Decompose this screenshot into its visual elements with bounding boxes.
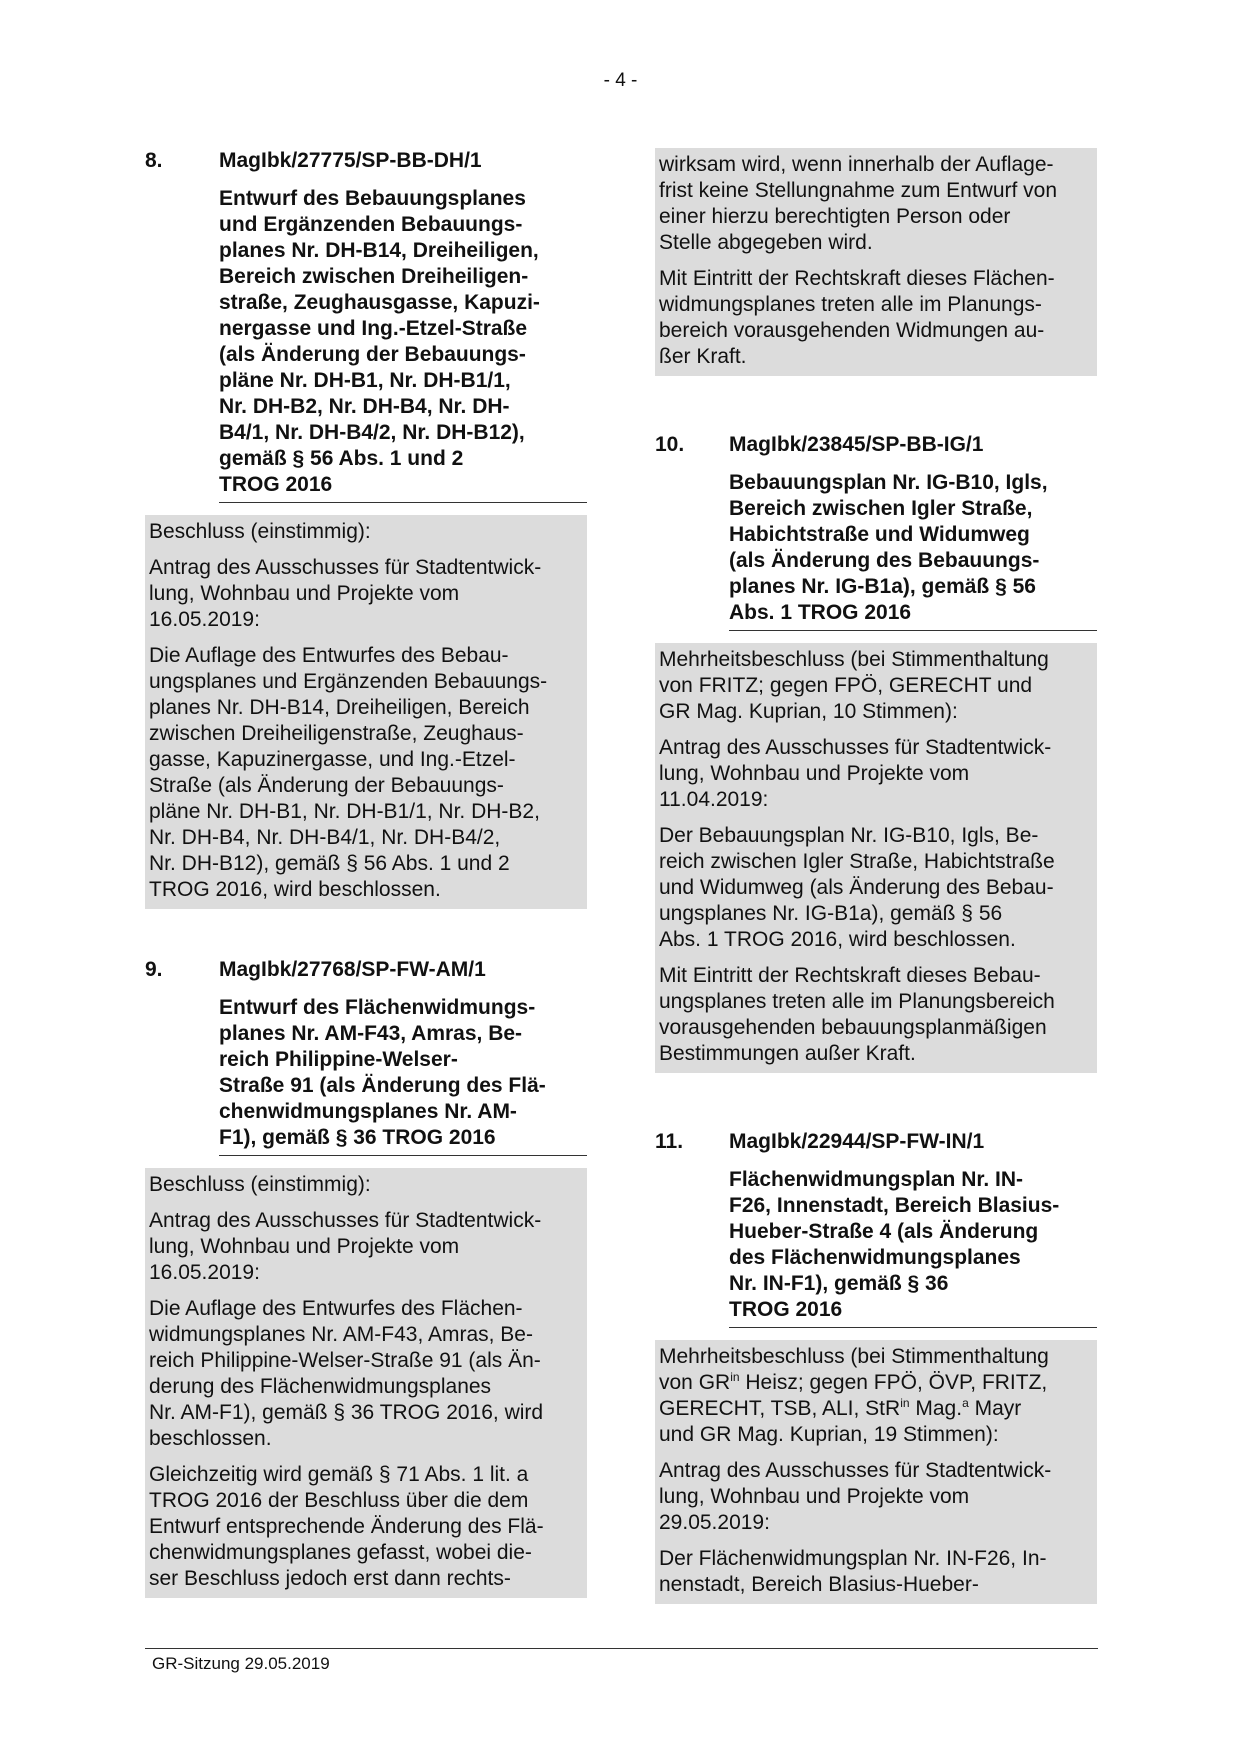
motion-paragraph: Antrag des Ausschusses für Stadtentwick- lung, Wohnbau und Projekte vom 16.05.2019:: [149, 556, 542, 631]
resolution-box: [655, 1340, 1097, 1604]
agenda-item-11: [655, 1129, 1097, 1604]
resolution-type: Beschluss (einstimmig):: [149, 1173, 371, 1196]
legal-effect-paragraph: Mit Eintritt der Rechtskraft dieses Flächen- widmungsplanes treten alle im Planungs- bereich vorausgehenden Widmungen au- ßer Kraft.: [659, 267, 1055, 368]
item-title: Flächenwidmungsplan Nr. IN- F26, Innenstadt, Bereich Blasius- Hueber-Straße 4 (als Änderung des Flächenwidmungsplanes Nr. IN-F1), gemäß § 36 TROG 2016: [729, 1167, 1097, 1328]
decision-paragraph: Der Bebauungsplan Nr. IG-B10, Igls, Be- reich zwischen Igler Straße, Habichtstraße und Widumweg (als Änderung des Bebau- ungsplanes Nr. IG-B1a), gemäß § 56 Abs. 1 TROG 2016, wird beschlossen.: [659, 824, 1055, 951]
decision-paragraph: Die Auflage des Entwurfes des Bebau- ungsplanes und Ergänzenden Bebauungs- planes Nr. DH-B14, Dreiheiligen, Bereich zwischen Dreiheiligenstraße, Zeughaus- gasse, Kapuzinergasse, und Ing.-Etzel- Straße (als Änderung der Bebauungs- pläne Nr. DH-B1, Nr. DH-B1/1, Nr. DH-B2, Nr. DH-B4, Nr. DH-B4/1, Nr. DH-B4/2, Nr. DH-B12), gemäß § 56 Abs. 1 und 2 TROG 2016, wird beschlossen.: [149, 644, 548, 901]
agenda-item-9: [145, 957, 587, 1598]
resolution-box: [655, 148, 1097, 376]
item-number: 8.: [145, 149, 163, 172]
left-column: [145, 148, 587, 1646]
footer: GR-Sitzung 29.05.2019: [152, 1654, 330, 1673]
item-reference: MagIbk/27775/SP-BB-DH/1: [219, 149, 482, 172]
resolution-box: [145, 1168, 587, 1598]
item-reference: MagIbk/22944/SP-FW-IN/1: [729, 1130, 985, 1153]
item-reference: MagIbk/23845/SP-BB-IG/1: [729, 433, 984, 456]
continued-paragraph: wirksam wird, wenn innerhalb der Auflage- frist keine Stellungnahme zum Entwurf von einer hierzu berechtigten Person oder Stelle abgegeben wird.: [659, 153, 1058, 254]
item-title: Bebauungsplan Nr. IG-B10, Igls, Bereich zwischen Igler Straße, Habichtstraße und Widumweg (als Änderung des Bebauungs- planes Nr. IG-B1a), gemäß § 56 Abs. 1 TROG 2016: [729, 470, 1097, 631]
agenda-item-9-continuation: [655, 148, 1097, 376]
decision-paragraph: Die Auflage des Entwurfes des Flächen- widmungsplanes Nr. AM-F43, Amras, Be- reich Philippine-Welser-Straße 91 (als Än- derung des Flächenwidmungsplanes Nr. AM-F1), gemäß § 36 TROG 2016, wird beschlossen.: [149, 1297, 544, 1450]
decision-paragraph: Der Flächenwidmungsplan Nr. IN-F26, In- nenstadt, Bereich Blasius-Hueber-: [659, 1547, 1047, 1596]
simultaneous-decision-paragraph: Gleichzeitig wird gemäß § 71 Abs. 1 lit. a TROG 2016 der Beschluss über die dem Entwurf entsprechende Änderung des Flä- chenwidmungsplanes gefasst, wobei die- ser Beschluss jedoch erst dann rechts-: [149, 1463, 544, 1590]
motion-paragraph: Antrag des Ausschusses für Stadtentwick- lung, Wohnbau und Projekte vom 16.05.2019:: [149, 1209, 542, 1284]
item-number: 9.: [145, 958, 163, 981]
resolution-type: Beschluss (einstimmig):: [149, 520, 371, 543]
item-title: Entwurf des Flächenwidmungs- planes Nr. AM-F43, Amras, Be- reich Philippine-Welser- Straße 91 (als Änderung des Flä- chenwidmungsplanes Nr. AM- F1), gemäß § 36 TROG 2016: [219, 995, 587, 1156]
page-number: - 4 -: [603, 70, 638, 91]
right-column: [655, 148, 1097, 1652]
item-number: 10.: [655, 433, 685, 456]
resolution-box: [655, 643, 1097, 1073]
footer-divider: [145, 1648, 1098, 1649]
item-title: Entwurf des Bebauungsplanes und Ergänzenden Bebauungs- planes Nr. DH-B14, Dreiheiligen, Bereich zwischen Dreiheiligen- straße, Zeughausgasse, Kapuzi- nergasse und Ing.-Etzel-Straße (als Änderung der Bebauungs- pläne Nr. DH-B1, Nr. DH-B1/1, Nr. DH-B2, Nr. DH-B4, Nr. DH- B4/1, Nr. DH-B4/2, Nr. DH-B12), gemäß § 56 Abs. 1 und 2 TROG 2016: [219, 186, 587, 503]
resolution-type: Mehrheitsbeschluss (bei Stimmenthaltung von $GR^{in}$ Heisz; gegen FPÖ, ÖVP, FRITZ, GERECHT, TSB, ALI, StR$^{in}$ Mag.$^a$ Mayr und GR Mag. Kuprian, 19 Stimmen):: [659, 1345, 1049, 1446]
motion-paragraph: Antrag des Ausschusses für Stadtentwick- lung, Wohnbau und Projekte vom 11.04.2019:: [659, 736, 1052, 811]
motion-paragraph: Antrag des Ausschusses für Stadtentwick- lung, Wohnbau und Projekte vom 29.05.2019:: [659, 1459, 1052, 1534]
item-number: 11.: [655, 1130, 684, 1153]
resolution-box: [145, 515, 587, 909]
item-reference: MagIbk/27768/SP-FW-AM/1: [219, 958, 486, 981]
legal-effect-paragraph: Mit Eintritt der Rechtskraft dieses Bebau- ungsplanes treten alle im Planungsbereich vorausgehenden bebauungsplanmäßigen Bestimmungen außer Kraft.: [659, 964, 1055, 1065]
resolution-type: Mehrheitsbeschluss (bei Stimmenthaltung von FRITZ; gegen FPÖ, GERECHT und GR Mag. Kuprian, 10 Stimmen):: [659, 648, 1049, 723]
agenda-item-8: [145, 148, 587, 909]
agenda-item-10: [655, 432, 1097, 1073]
